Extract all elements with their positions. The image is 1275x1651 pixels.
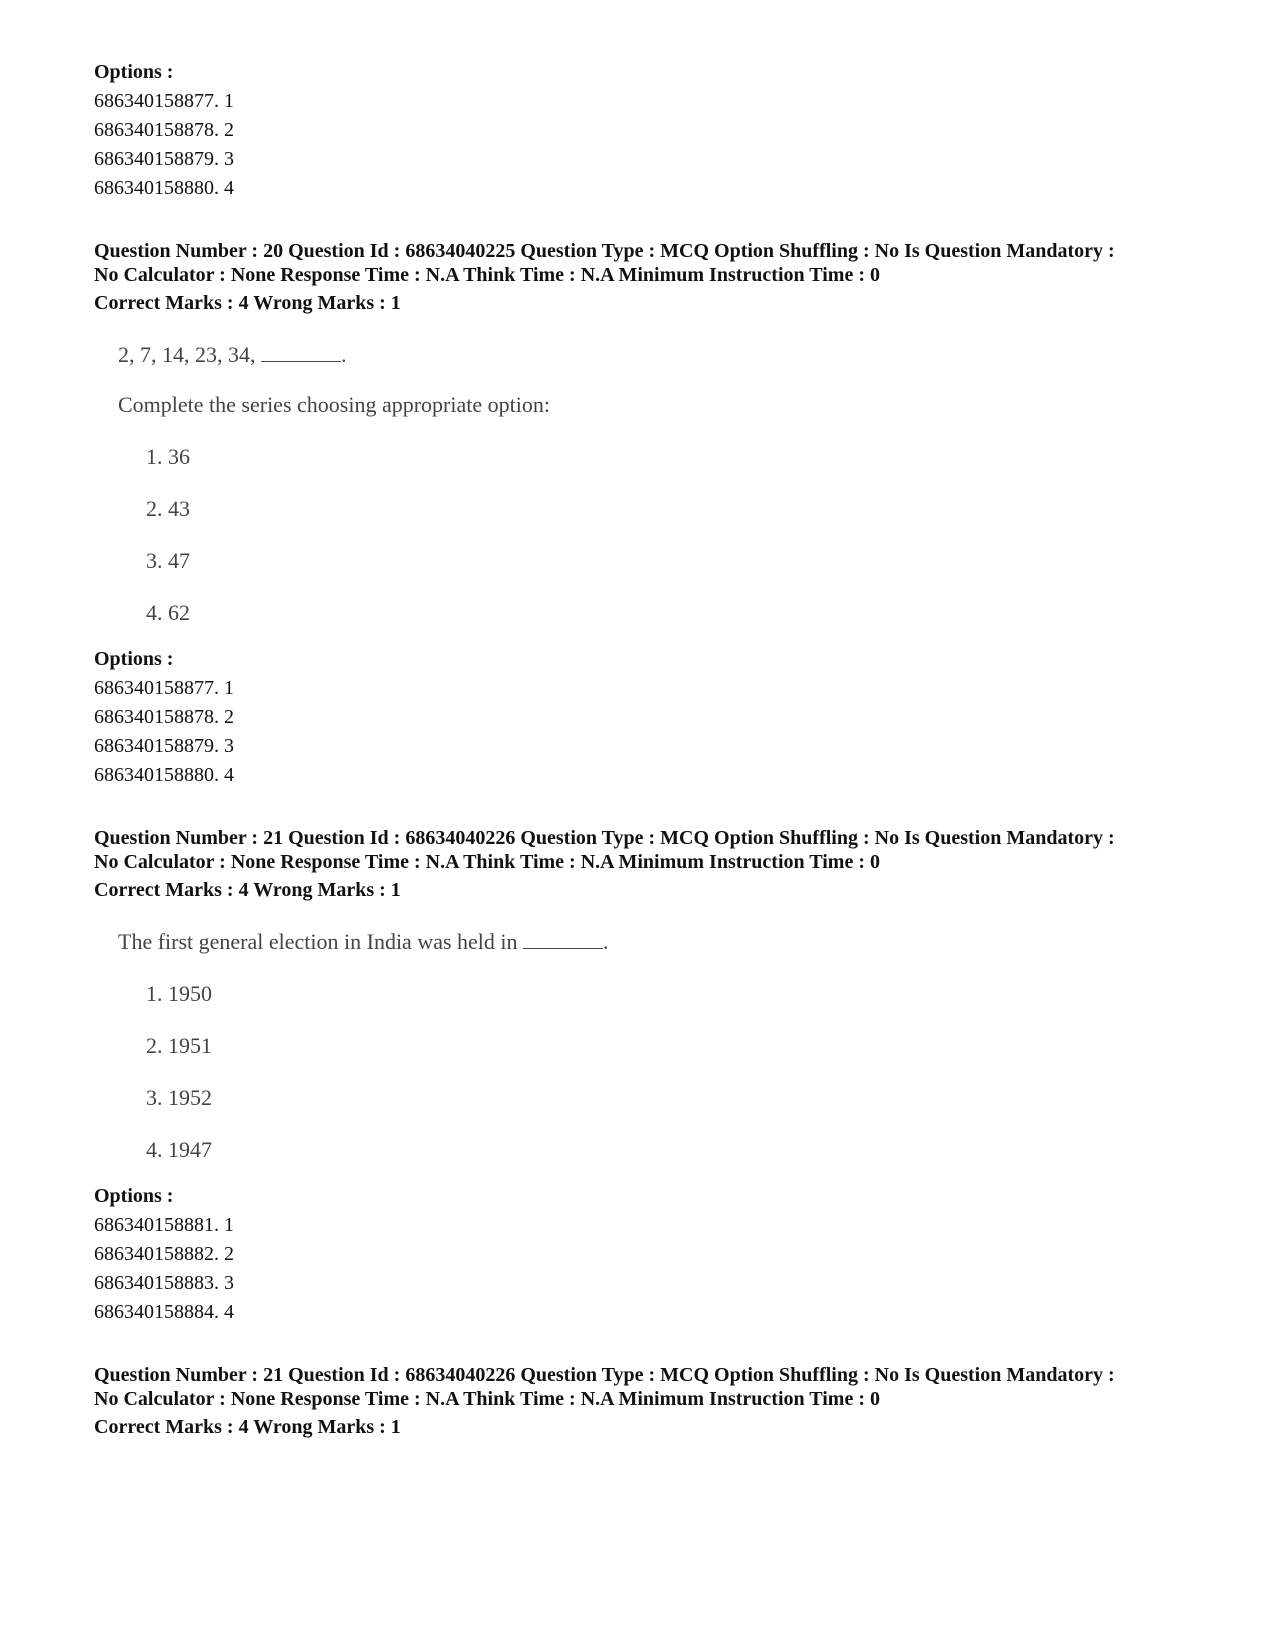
question-meta-line1: Question Number : 20 Question Id : 68634040225 Question Type : MCQ Option Shuffling : No Is Question Mandatory :	[94, 240, 1115, 262]
choice-item: 2. 43	[146, 496, 190, 521]
question-instruction: Complete the series choosing appropriate option:	[118, 392, 550, 417]
question-marks: Correct Marks : 4 Wrong Marks : 1	[94, 292, 401, 314]
series-text: 2, 7, 14, 23, 34,	[118, 342, 256, 367]
question-marks: Correct Marks : 4 Wrong Marks : 1	[94, 879, 401, 901]
question-text	[118, 928, 1194, 956]
options-label: Options :	[94, 648, 174, 670]
question-meta-line2: No Calculator : None Response Time : N.A Think Time : N.A Minimum Instruction Time : 0	[94, 851, 880, 873]
options-label: Options :	[94, 61, 174, 83]
document-page	[94, 58, 1194, 1439]
option-line: 686340158879. 3	[94, 735, 234, 757]
option-line: 686340158880. 4	[94, 764, 234, 786]
choice-item: 3. 1952	[146, 1085, 212, 1110]
question-text-end: .	[603, 929, 609, 954]
question-series	[118, 341, 1194, 369]
choice-item: 1. 36	[146, 444, 190, 469]
series-end: .	[341, 342, 347, 367]
answer-blank	[261, 343, 341, 362]
option-line: 686340158879. 3	[94, 148, 234, 170]
option-line: 686340158882. 2	[94, 1243, 234, 1265]
question-21-options	[94, 1182, 1194, 1327]
question-marks: Correct Marks : 4 Wrong Marks : 1	[94, 1416, 401, 1438]
options-label: Options :	[94, 1185, 174, 1207]
question-21-repeat-header	[94, 1363, 1194, 1439]
question-meta-line1: Question Number : 21 Question Id : 68634040226 Question Type : MCQ Option Shuffling : No Is Question Mandatory :	[94, 1364, 1115, 1386]
choice-item: 4. 1947	[146, 1137, 212, 1162]
option-line: 686340158878. 2	[94, 119, 234, 141]
answer-blank	[523, 930, 603, 949]
choice-item: 3. 47	[146, 548, 190, 573]
option-line: 686340158877. 1	[94, 90, 234, 112]
question-21-header	[94, 826, 1194, 902]
options-block-prev	[94, 58, 1194, 203]
question-20-options	[94, 645, 1194, 790]
question-20-body	[118, 341, 1194, 627]
option-line: 686340158878. 2	[94, 706, 234, 728]
option-line: 686340158877. 1	[94, 677, 234, 699]
question-meta-line2: No Calculator : None Response Time : N.A Think Time : N.A Minimum Instruction Time : 0	[94, 1388, 880, 1410]
choice-item: 2. 1951	[146, 1033, 212, 1058]
choice-item: 4. 62	[146, 600, 190, 625]
question-text-main: The first general election in India was held in	[118, 929, 518, 954]
option-line: 686340158884. 4	[94, 1301, 234, 1323]
question-20-header	[94, 239, 1194, 315]
option-line: 686340158883. 3	[94, 1272, 234, 1294]
question-21-body	[118, 928, 1194, 1164]
question-meta-line2: No Calculator : None Response Time : N.A Think Time : N.A Minimum Instruction Time : 0	[94, 264, 880, 286]
question-meta-line1: Question Number : 21 Question Id : 68634040226 Question Type : MCQ Option Shuffling : No Is Question Mandatory :	[94, 827, 1115, 849]
option-line: 686340158880. 4	[94, 177, 234, 199]
choice-item: 1. 1950	[146, 981, 212, 1006]
option-line: 686340158881. 1	[94, 1214, 234, 1236]
